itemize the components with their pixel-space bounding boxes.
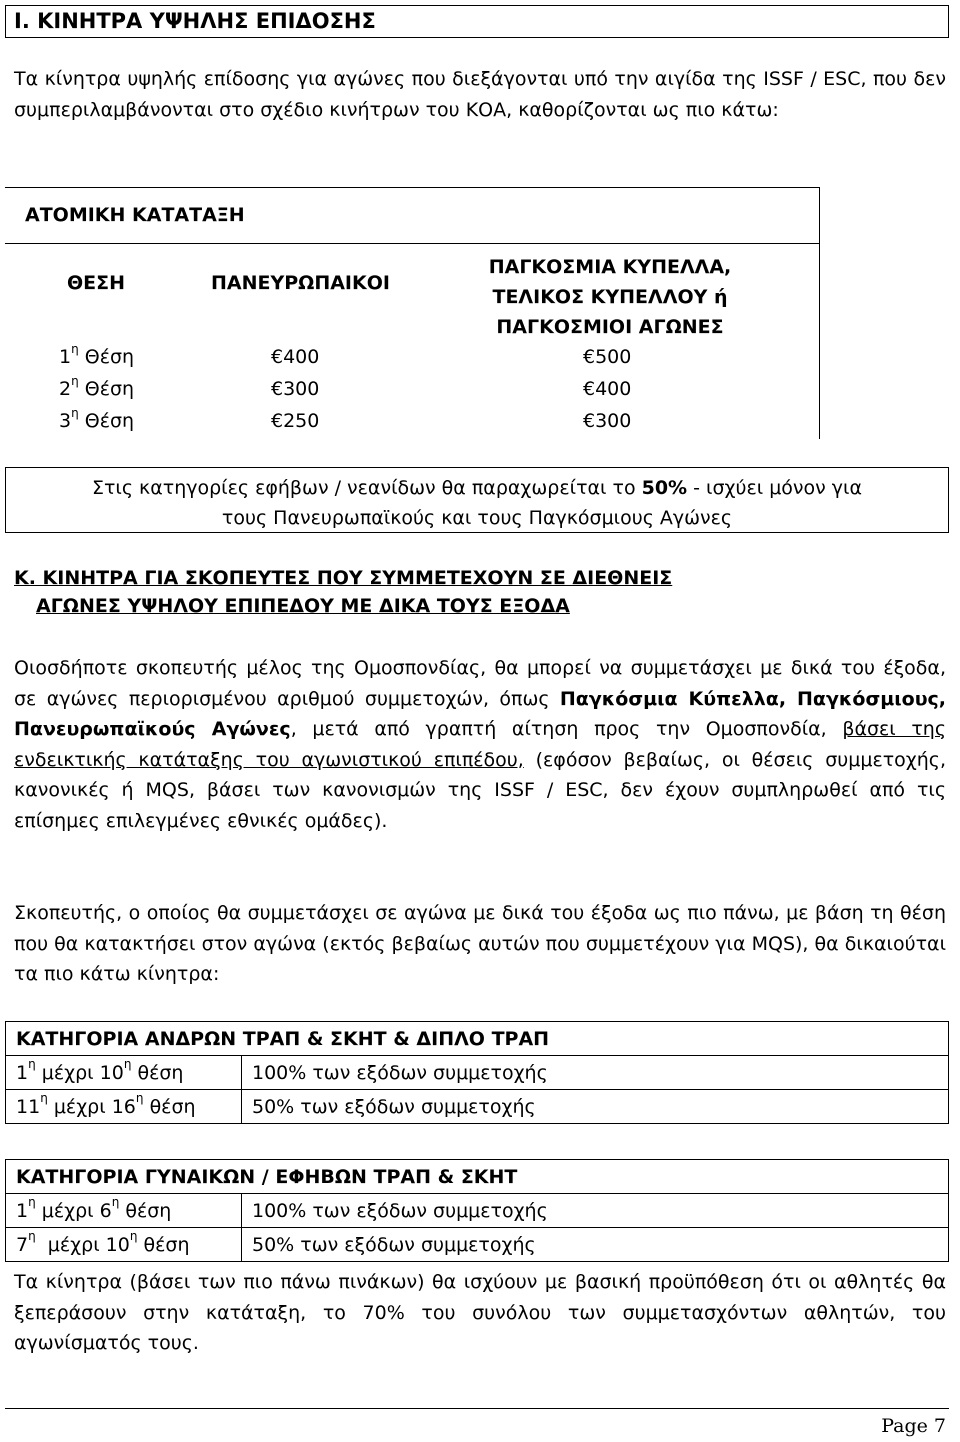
men-position-range: $11^\eta$ μέχρι $16^\eta$ θέση xyxy=(6,1090,242,1124)
ranking-world-value: €300 xyxy=(583,410,632,432)
header-world xyxy=(460,252,760,342)
header-world-line1: ΠΑΓΚΟΣΜΙΑ ΚΥΠΕΛΛΑ, xyxy=(488,256,732,278)
men-table-header-row xyxy=(6,1022,949,1056)
youth-note-box xyxy=(5,467,949,533)
page-number: Page 7 xyxy=(881,1415,946,1437)
ranking-position: $2^\eta$ Θέση xyxy=(59,373,135,400)
men-incentive-value: 50% των εξόδων συμμετοχής xyxy=(242,1090,949,1124)
section-k-heading xyxy=(14,564,672,620)
men-incentive-value: 100% των εξόδων συμμετοχής xyxy=(242,1056,949,1090)
men-category-title: ΚΑΤΗΓΟΡΙΑ ΑΝΔΡΩΝ ΤΡΑΠ & ΣΚΗΤ & ΔΙΠΛΟ ΤΡΑΠ xyxy=(6,1022,949,1056)
women-table-row xyxy=(6,1228,949,1262)
men-position-range: $1^\eta$ μέχρι $10^\eta$ θέση xyxy=(6,1056,242,1090)
individual-ranking-title: ΑΤΟΜΙΚΗ ΚΑΤΑΤΑΞΗ xyxy=(25,204,245,226)
women-incentive-value: 100% των εξόδων συμμετοχής xyxy=(242,1194,949,1228)
men-table-row xyxy=(6,1090,949,1124)
footer-divider xyxy=(5,1408,949,1409)
header-position: ΘΕΣΗ xyxy=(67,272,126,294)
section-i-heading: Ι. ΚΙΝΗΤΡΑ ΥΨΗΛΗΣ ΕΠΙΔΟΣΗΣ xyxy=(5,5,949,38)
women-position-range: $7^\eta$ μέχρι $10^\eta$ θέση xyxy=(6,1228,242,1262)
closing-paragraph: Τα κίνητρα (βάσει των πιο πάνω πινάκων) θα ισχύουν με βασική προϋπόθεση ότι οι αθλητές θα ξεπεράσουν στην κατάταξη, το 70% του συνόλου των συμμετασχόντων αθλητών, του αγωνίσματός τους. xyxy=(14,1271,946,1354)
header-european: ΠΑΝΕΥΡΩΠΑΙΚΟΙ xyxy=(211,272,390,294)
individual-ranking-table xyxy=(5,187,820,439)
ranking-european-value: €250 xyxy=(271,410,320,432)
ranking-european-value: €400 xyxy=(271,346,320,368)
ranking-european-value: €300 xyxy=(271,378,320,400)
ranking-world-value: €400 xyxy=(583,378,632,400)
participation-paragraph: Οιοσδήποτε σκοπευτής μέλος της Ομοσπονδίας, θα μπορεί να συμμετάσχει με δικά του έξοδα, σε αγώνες περιορισμένου αριθμού συμμετοχών, όπως Παγκόσμια Κύπελλα, Παγκόσμιους, Πανευρωπαϊκούς Αγώνες, μετά από γραπτή αίτηση προς την Ομοσπονδία, βάσει της ενδεικτικής κατάταξης του αγωνιστικού επιπέδου, (εφόσον βεβαίως, οι θέσεις συμμετοχής, κανονικές ή MQS, βάσει των κανονισμών της ISSF / ESC, δεν έχουν συμπληρωθεί από τις επίσημες επιλεγμένες εθνικές ομάδες). xyxy=(14,657,947,832)
ranking-position: $1^\eta$ Θέση xyxy=(59,341,135,368)
intro-paragraph: Τα κίνητρα υψηλής επίδοσης για αγώνες που διεξάγονται υπό την αιγίδα της ISSF / ESC, που δεν συμπεριλαμβάνονται στο σχέδιο κινήτρων του ΚΟΑ, καθορίζονται ως πιο κάτω: xyxy=(14,68,946,121)
men-category-table xyxy=(5,1021,949,1124)
header-world-line2: ΤΕΛΙΚΟΣ ΚΥΠΕΛΛΟΥ ή xyxy=(492,286,728,308)
youth-note-line1: Στις κατηγορίες εφήβων / νεανίδων θα παραχωρείται το 50% - ισχύει μόνον για xyxy=(91,477,863,499)
section-k-title-line2: ΑΓΩΝΕΣ ΥΨΗΛΟΥ ΕΠΙΠΕΔΟΥ ΜΕ ΔΙΚΑ ΤΟΥΣ ΕΞΟΔΑ xyxy=(36,595,570,617)
women-category-table xyxy=(5,1159,949,1262)
incentive-paragraph: Σκοπευτής, ο οποίος θα συμμετάσχει σε αγώνα με δικά του έξοδα ως πιο πάνω, με βάση τη θέση που θα κατακτήσει στον αγώνα (εκτός βεβαίως αυτών που συμμετέχουν για MQS), θα δικαιούται τα πιο κάτω κίνητρα: xyxy=(14,902,946,985)
ranking-position: $3^\eta$ Θέση xyxy=(59,405,135,432)
individual-ranking-title-cell xyxy=(5,188,819,244)
women-table-row xyxy=(6,1194,949,1228)
section-k-title-line1: Κ. ΚΙΝΗΤΡΑ ΓΙΑ ΣΚΟΠΕΥΤΕΣ ΠΟΥ ΣΥΜΜΕΤΕΧΟΥΝ ΣΕ ΔΙΕΘΝΕΙΣ xyxy=(14,567,673,589)
women-position-range: $1^\eta$ μέχρι $6^\eta$ θέση xyxy=(6,1194,242,1228)
women-table-header-row xyxy=(6,1160,949,1194)
header-world-line3: ΠΑΓΚΟΣΜΙΟΙ ΑΓΩΝΕΣ xyxy=(496,316,724,338)
ranking-world-value: €500 xyxy=(583,346,632,368)
men-table-row xyxy=(6,1056,949,1090)
women-category-title: ΚΑΤΗΓΟΡΙΑ ΓΥΝΑΙΚΩΝ / ΕΦΗΒΩΝ ΤΡΑΠ & ΣΚΗΤ xyxy=(6,1160,949,1194)
youth-note-line2: τους Πανευρωπαϊκούς και τους Παγκόσμιους Αγώνες xyxy=(221,507,733,529)
women-incentive-value: 50% των εξόδων συμμετοχής xyxy=(242,1228,949,1262)
